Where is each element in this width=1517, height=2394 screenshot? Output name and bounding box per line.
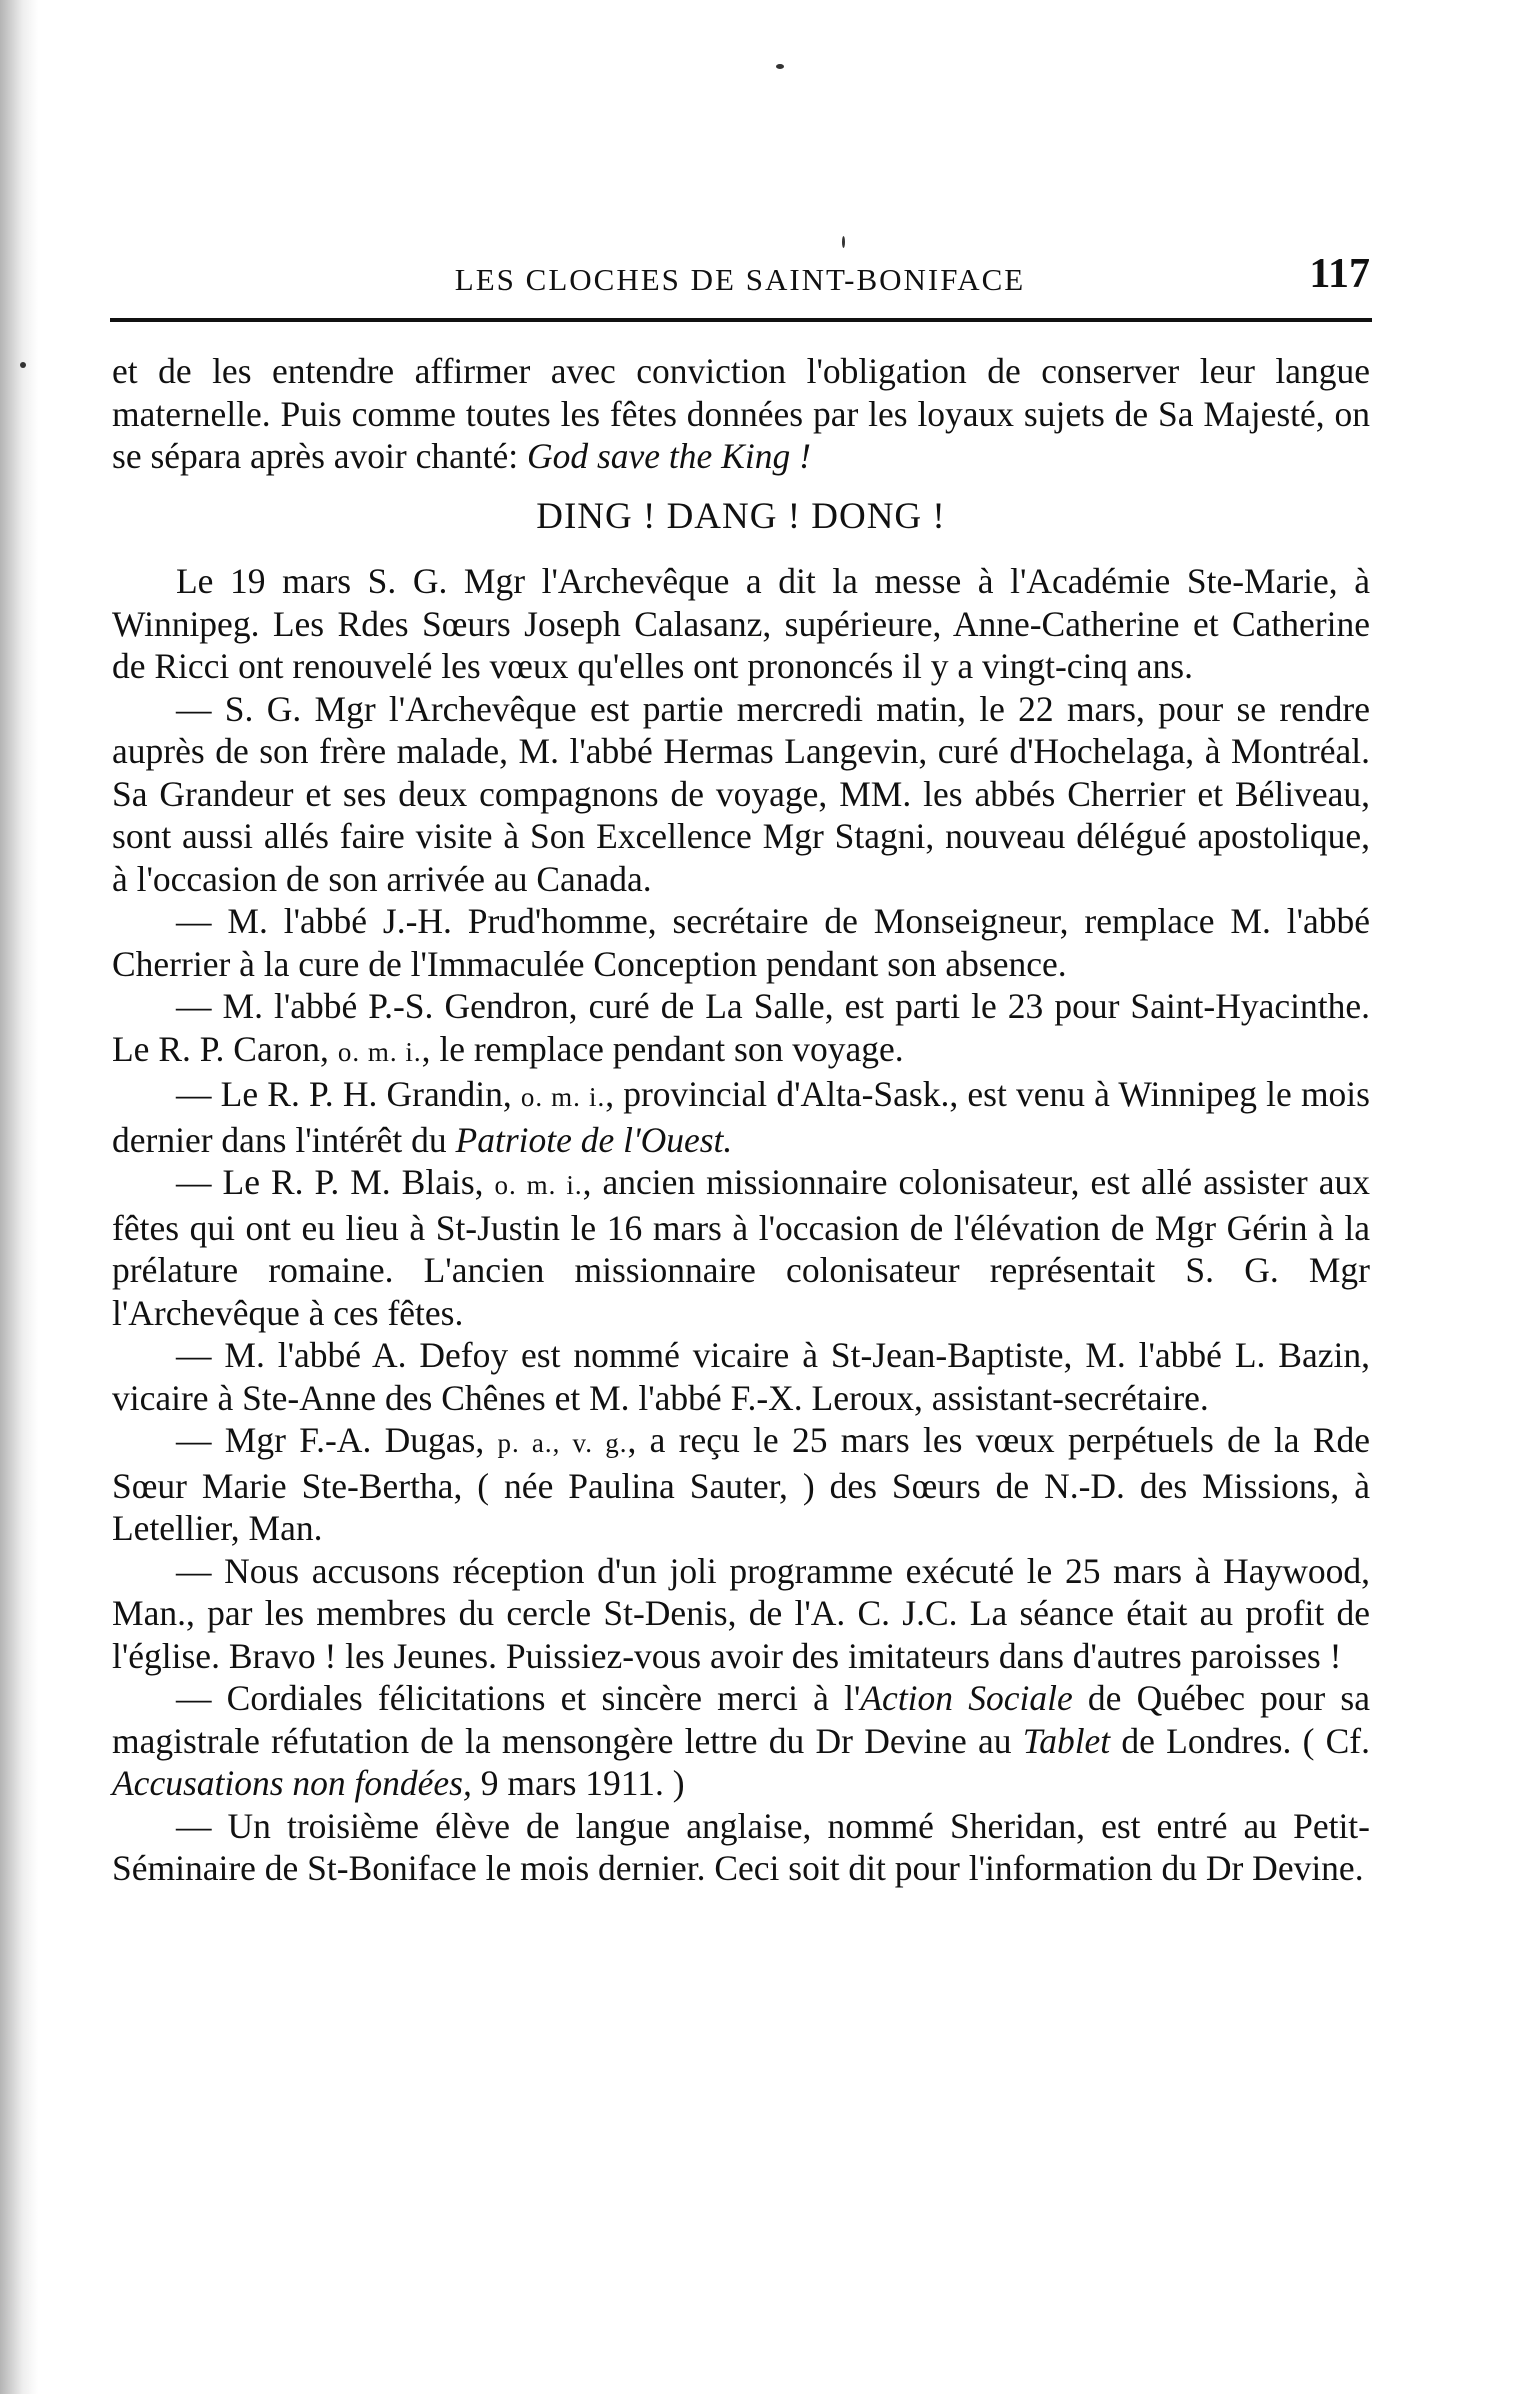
ink-speck [842, 236, 845, 248]
news-item-8-text-a: — Mgr F.-A. Dugas, [176, 1420, 498, 1460]
page-edge-shadow [0, 0, 38, 2394]
news-item-5 [112, 1073, 1370, 1161]
news-item-2: — S. G. Mgr l'Archevêque est partie mercredi matin, le 22 mars, pour se rendre auprès de son frère malade, M. l'abbé Hermas Langevin, curé d'Hochelaga, à Montréal. Sa Grandeur et ses deux compagnons de voyage, MM. les abbés Cherrier et Béliveau, sont aussi allés faire visite à Son Excellence Mgr Stagni, nouveau délégué apostolique, à l'occasion de son arrivée au Canada. [112, 688, 1370, 899]
news-item-10-italic-2: Tablet [1022, 1720, 1111, 1761]
running-header [110, 251, 1370, 316]
page-number: 117 [1309, 251, 1370, 297]
news-item-4-text-a: — M. l'abbé P.-S. Gendron, curé de La Salle, est parti le 23 pour Saint-Hyacinthe. Le R. P. Caron, [112, 986, 1370, 1069]
section-heading: DING ! DANG ! DONG ! [536, 495, 946, 537]
news-item-7: — M. l'abbé A. Defoy est nommé vicaire à St-Jean-Baptiste, M. l'abbé L. Bazin, vicaire à Ste-Anne des Chênes et M. l'abbé F.-X. Leroux, assistant-secrétaire. [112, 1335, 1370, 1418]
news-item-4 [112, 985, 1370, 1073]
news-item-10-italic-1: Action Sociale [860, 1678, 1073, 1718]
news-item-6-omi: o. m. i. [494, 1170, 583, 1200]
article-body [112, 350, 1370, 1890]
intro-italic: God save the King ! [526, 436, 811, 476]
news-item-10-text-b: de Québec pour sa magistrale réfutation de la mensongère lettre du Dr Devine au [112, 1678, 1370, 1761]
news-item-10-text-d: 9 mars 1911. ) [471, 1763, 685, 1803]
news-item-3: — M. l'abbé J.-H. Prud'homme, secrétaire de Monseigneur, remplace M. l'abbé Cherrier à la cure de l'Immaculée Conception pendant son absence. [112, 901, 1370, 984]
news-item-8-pa: p. a., v. g. [497, 1428, 628, 1458]
intro-text: et de les entendre affirmer avec conviction l'obligation de conserver leur langue maternelle. Puis comme toutes les fêtes données par les loyaux sujets de Sa Majesté, on se sépara après avoir chanté: [112, 351, 1370, 476]
ink-speck [776, 64, 784, 69]
running-title: LES CLOCHES DE SAINT-BONIFACE [454, 262, 1026, 297]
news-item-11: — Un troisième élève de langue anglaise, nommé Sheridan, est entré au Petit-Séminaire de St-Boniface le mois dernier. Ceci soit dit pour l'information du Dr Devine. [112, 1805, 1370, 1888]
news-item-5-italic: Patriote de l'Ouest. [455, 1119, 733, 1160]
news-item-10-text-c: de Londres. ( Cf. [1110, 1720, 1370, 1761]
news-item-4-omi: o. m. i. [337, 1036, 422, 1067]
news-item-1: Le 19 mars S. G. Mgr l'Archevêque a dit la messe à l'Académie Ste-Marie, à Winnipeg. Les Rdes Sœurs Joseph Calasanz, supérieure, Anne-Catherine et Catherine de Ricci ont renouvelé les vœux qu'elles ont prononcés il y a vingt-cinq ans. [112, 561, 1370, 686]
news-item-10-italic-3: Accusations non fondées, [112, 1763, 472, 1803]
news-item-6 [112, 1161, 1370, 1334]
news-item-4-text-b: , le remplace pendant son voyage. [421, 1028, 904, 1069]
news-item-6-text-a: — Le R. P. M. Blais, [176, 1162, 495, 1202]
news-item-10 [112, 1677, 1370, 1805]
ink-speck [20, 362, 26, 368]
news-item-5-text-a: — Le R. P. H. Grandin, [176, 1074, 521, 1114]
intro-paragraph [112, 350, 1370, 478]
header-rule [110, 318, 1372, 322]
news-item-5-text-b: , provincial d'Alta-Sask., est venu à Winnipeg le mois dernier dans l'intérêt du [112, 1074, 1370, 1160]
news-item-9: — Nous accusons réception d'un joli programme exécuté le 25 mars à Haywood, Man., par les membres du cercle St-Denis, de l'A. C. J.C. La séance était au profit de l'église. Bravo ! les Jeunes. Puissiez-vous avoir des imitateurs dans d'autres paroisses ! [112, 1550, 1370, 1676]
news-item-6-text-b: , ancien missionnaire colonisateur, est allé assister aux fêtes qui ont eu lieu à St-Justin le 16 mars à l'occasion de l'élévation de Mgr Gérin à la prélature romaine. L'ancien missionnaire colonisateur représentait S. G. Mgr l'Archevêque à ces fêtes. [112, 1162, 1370, 1333]
news-item-8 [112, 1419, 1370, 1550]
news-item-10-text-a: — Cordiales félicitations et sincère merci à l' [176, 1678, 861, 1718]
news-item-8-text-b: , a reçu le 25 mars les vœux perpétuels de la Rde Sœur Marie Ste-Bertha, ( née Paulina Sauter, ) des Sœurs de N.-D. des Missions, à Letellier, Man. [112, 1420, 1370, 1548]
news-item-5-omi: o. m. i. [520, 1082, 606, 1112]
